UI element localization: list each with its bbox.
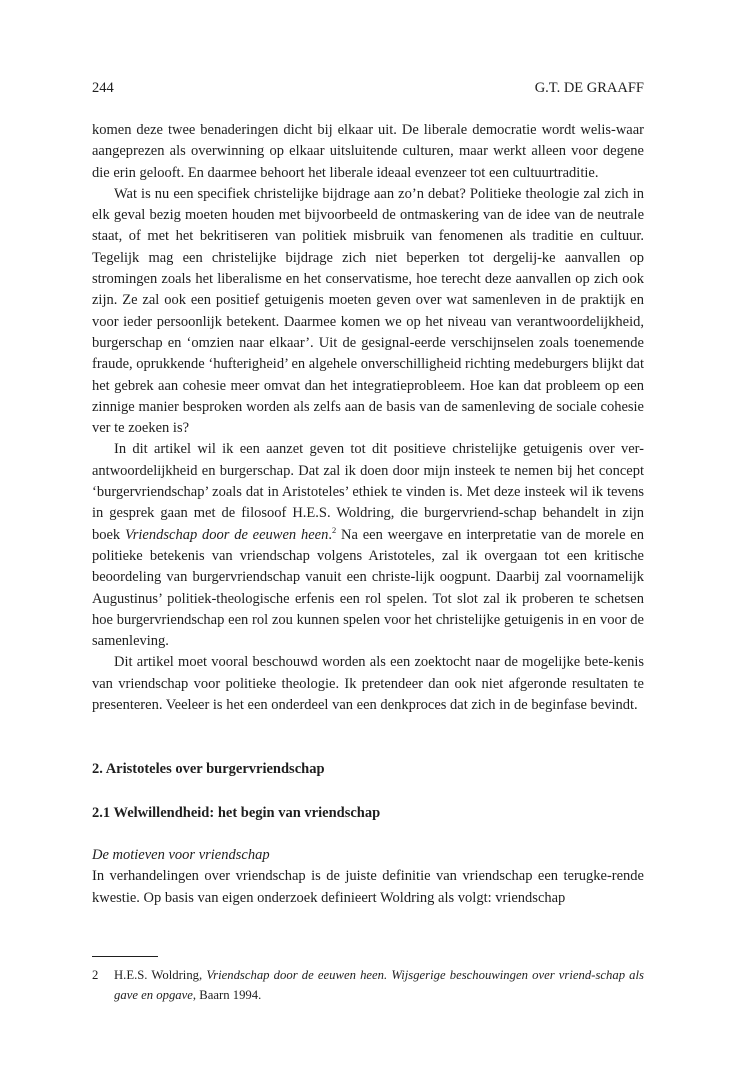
section-heading: 2. Aristoteles over burgervriendschap	[92, 761, 325, 778]
paragraph-1: komen deze twee benaderingen dicht bij elkaar uit. De liberale democratie wordt welis-waar aangeprezen als overwinning op elkaar uitsluitende culturen, maar werkt alleen voor degene die erin gelooft. En daarmee behoort het liberale ideaal evenzeer tot een cultuurtraditie.	[92, 122, 644, 181]
footnote-title: Vriendschap door de eeuwen heen. Wijsgerige beschouwingen over vriend-schap als gave en opgave	[114, 968, 644, 1002]
paragraph-3-part-a: In dit artikel wil ik een aanzet geven tot dit positieve christelijke getuigenis over ver-antwoordelijkheid en burgerschap. Dat zal ik doen door mijn insteek te nemen bij het concept ‘burgervriendschap’ zoals dat in Aristoteles’ ethiek te vinden is. Met deze insteek wil ik tevens in gesprek gaan met de filosoof H.E.S. Woldring, die burgervriend-schap behandelt in zijn boek	[92, 441, 644, 543]
footnote-author: H.E.S. Woldring,	[114, 968, 207, 982]
paragraph-2: Wat is nu een specifiek christelijke bijdrage aan zo’n debat? Politieke theologie zal zich in elk geval bezig moeten houden met bijvoorbeeld de ontmaskering van de idee van de neutrale staat, of met het bekritiseren van politiek misbruik van fenomenen als traditie en cultuur. Tegelijk mag een christelijke bijdrage zich niet beperken tot dergelij-ke aanvallen op stromingen zoals het liberalisme en het conservatisme, hoe terecht deze aanvallen op zich ook zijn. Ze zal ook een positief getuigenis moeten geven over wat samenleven in de praktijk en voor ieder persoonlijk betekent. Daarmee komen we op het niveau van verantwoordelijkheid, burgerschap en ‘omzien naar elkaar’. Uit de gesignal-eerde verschijnselen zoals toenemende fraude, oprukkende ‘hufterigheid’ en algehele onverschilligheid richting medeburgers blijkt dat het gebrek aan cohesie meer omvat dan het integratieprobleem. Hoe kan dat probleem op een zinnige manier besproken worden als zelfs aan de basis van de samenleving de sociale cohesie ver te zoeken is?	[92, 185, 644, 437]
subsection-heading: 2.1 Welwillendheid: het begin van vriendschap	[92, 804, 381, 821]
footnote-divider	[92, 956, 158, 957]
paragraph-5: In verhandelingen over vriendschap is de juiste definitie van vriendschap een terugke-rende kwestie. Op basis van eigen onderzoek definieert Woldring als volgt: vriendschap	[92, 868, 644, 906]
body-text	[92, 120, 644, 909]
italic-heading: De motieven voor vriendschap	[92, 846, 270, 863]
paragraph-3-dot: .	[328, 526, 332, 543]
footnote-reference[interactable]: 2	[331, 524, 337, 535]
footnote	[92, 965, 644, 1005]
paragraph-3	[92, 439, 644, 652]
footnote-rest: , Baarn 1994.	[192, 988, 262, 1002]
footnote-number: 2	[92, 968, 99, 982]
paragraph-3-part-b: Na een weergave en interpretatie van de morele en politieke betekenis van vriendschap volgens Aristoteles, zal ik overgaan tot een kritische beoordeling van burgervriendschap vanuit een christe-lijk oogpunt. Daarbij zal voornamelijk Augustinus’ politiek-theologische erfenis een rol spelen. Tot slot zal ik proberen te schetsen hoe burgervriendschap een rol zou kunnen spelen voor het christelijke getuigenis in en voor de samenleving.	[92, 526, 644, 650]
paragraph-4: Dit artikel moet vooral beschouwd worden als een zoektocht naar de mogelijke bete-kenis van vriendschap voor politieke theologie. Ik pretendeer dan ook niet afgeronde resultaten te presenteren. Veeleer is het een onderdeel van een denkproces dat zich in de beginfase bevindt.	[92, 654, 644, 714]
page-number: 244	[92, 80, 114, 96]
book-title: Vriendschap door de eeuwen heen	[124, 526, 329, 543]
running-head: G.T. DE GRAAFF	[534, 80, 644, 96]
page-header	[92, 79, 644, 97]
